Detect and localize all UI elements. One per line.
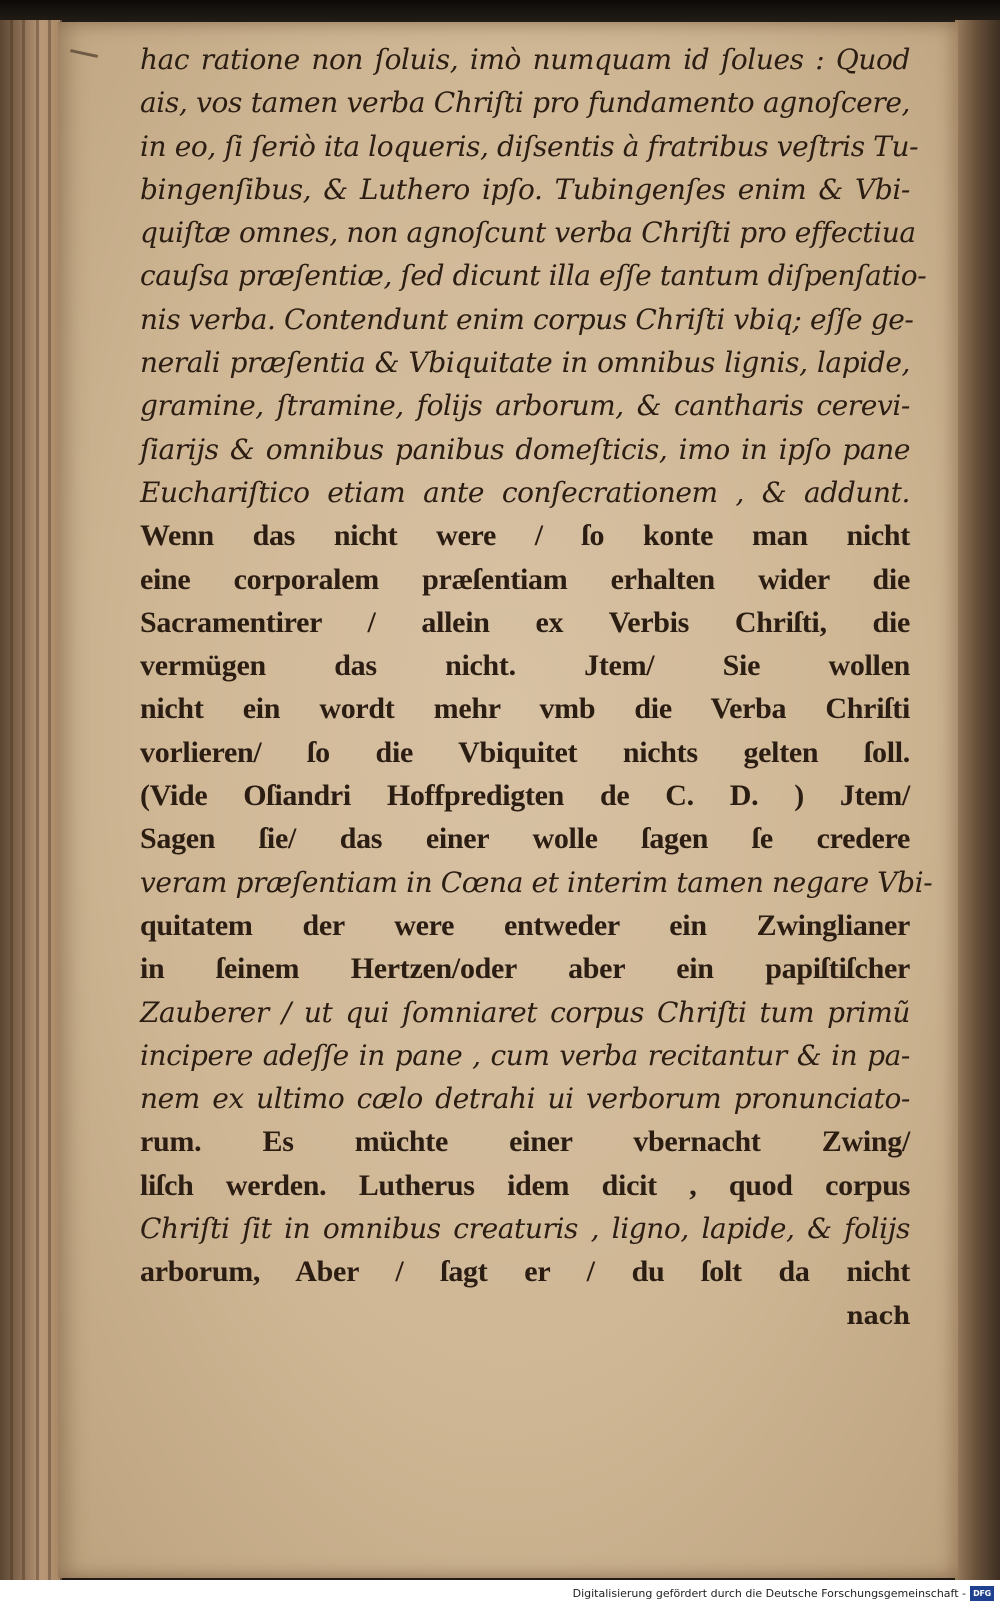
text-line-fraktur: eine corporalem præſentiam erhalten wider die (140, 562, 910, 596)
text-line-fraktur: nicht ein wordt mehr vmb die Verba Chriſti (140, 692, 910, 726)
dfg-logo-icon: DFG (970, 1586, 994, 1601)
text-line: Euchariſtico etiam ante conſecrationem , & addunt. (140, 475, 910, 509)
text-line-fraktur: rum. Es müchte einer vbernacht Zwing/ (140, 1125, 910, 1159)
text-line: cauſsa præſentiæ, ſed dicunt illa eſſe tantum diſpenſatio- (140, 259, 927, 293)
text-line-fraktur: Sacramentirer / allein ex Verbis Chriſti, die (140, 605, 910, 639)
text-line-fraktur: Wenn das nicht were / ſo konte man nicht (140, 519, 910, 553)
text-line: nem ex ultimo cælo detrahi ui verborum pronunciato- (140, 1082, 910, 1116)
text-line: incipere adeſſe in pane , cum verba recitantur & in pa- (140, 1038, 910, 1072)
text-line-fraktur: vermügen das nicht. Jtem/ Sie wollen (140, 649, 910, 683)
text-line: nis verba. Contendunt enim corpus Chriſti vbiq; eſſe ge- (140, 302, 914, 336)
text-line: ais, vos tamen verba Chriſti pro fundamento agnoſcere, (140, 86, 910, 120)
text-line: Chriſti ſit in omnibus creaturis , ligno, lapide, & folijs (140, 1212, 910, 1246)
text-line: hac ratione non ſoluis, imò numquam id ſolues : Quod (140, 43, 910, 76)
catchword: nach (846, 1300, 910, 1330)
funding-credit: Digitalisierung gefördert durch die Deutsche Forschungsgemeinschaft - (572, 1587, 966, 1600)
text-line: bingenſibus, & Luthero ipſo. Tubingenſes enim & Vbi- (140, 172, 910, 206)
text-line-fraktur: liſch werden. Lutherus idem dicit , quod corpus (140, 1168, 910, 1202)
text-line: nerali præſentia & Vbiquitate in omnibus lignis, lapide, (140, 346, 910, 380)
page-text (140, 38, 933, 1337)
book-page-edge-right (955, 20, 1000, 1580)
text-line: gramine, ſtramine, folijs arborum, & cantharis cerevi- (140, 389, 910, 423)
text-line-fraktur: arborum, Aber / ſagt er / du ſolt da nicht (140, 1255, 910, 1289)
text-line: Zauberer / ut qui ſomniaret corpus Chriſti tum primũ (140, 995, 910, 1029)
text-line: veram præſentiam in Cœna et interim tamen negare Vbi- (140, 865, 933, 899)
text-line-fraktur: Sagen ſie/ das einer wolle ſagen ſe credere (140, 822, 910, 856)
footer-bar (0, 1580, 1000, 1609)
text-line: ſiarijs & omnibus panibus domeſticis, imo in ipſo pane (140, 432, 910, 466)
text-line: quiſtæ omnes, non agnoſcunt verba Chriſti pro effectiua (140, 216, 916, 250)
text-line-fraktur: (Vide Oſiandri Hoffpredigten de C. D. ) Jtem/ (140, 779, 910, 813)
text-line-fraktur: vorlieren/ ſo die Vbiquitet nichts gelten ſoll. (140, 735, 910, 769)
text-line-fraktur: in ſeinem Hertzen/oder aber ein papiſtiſcher (140, 952, 910, 986)
book-page-edges-left (0, 20, 62, 1580)
text-line-fraktur: quitatem der were entweder ein Zwinglianer (140, 908, 910, 942)
text-line: in eo, ſi ſeriò ita loqueris, diſsentis à fratribus veſtris Tu- (140, 129, 919, 163)
